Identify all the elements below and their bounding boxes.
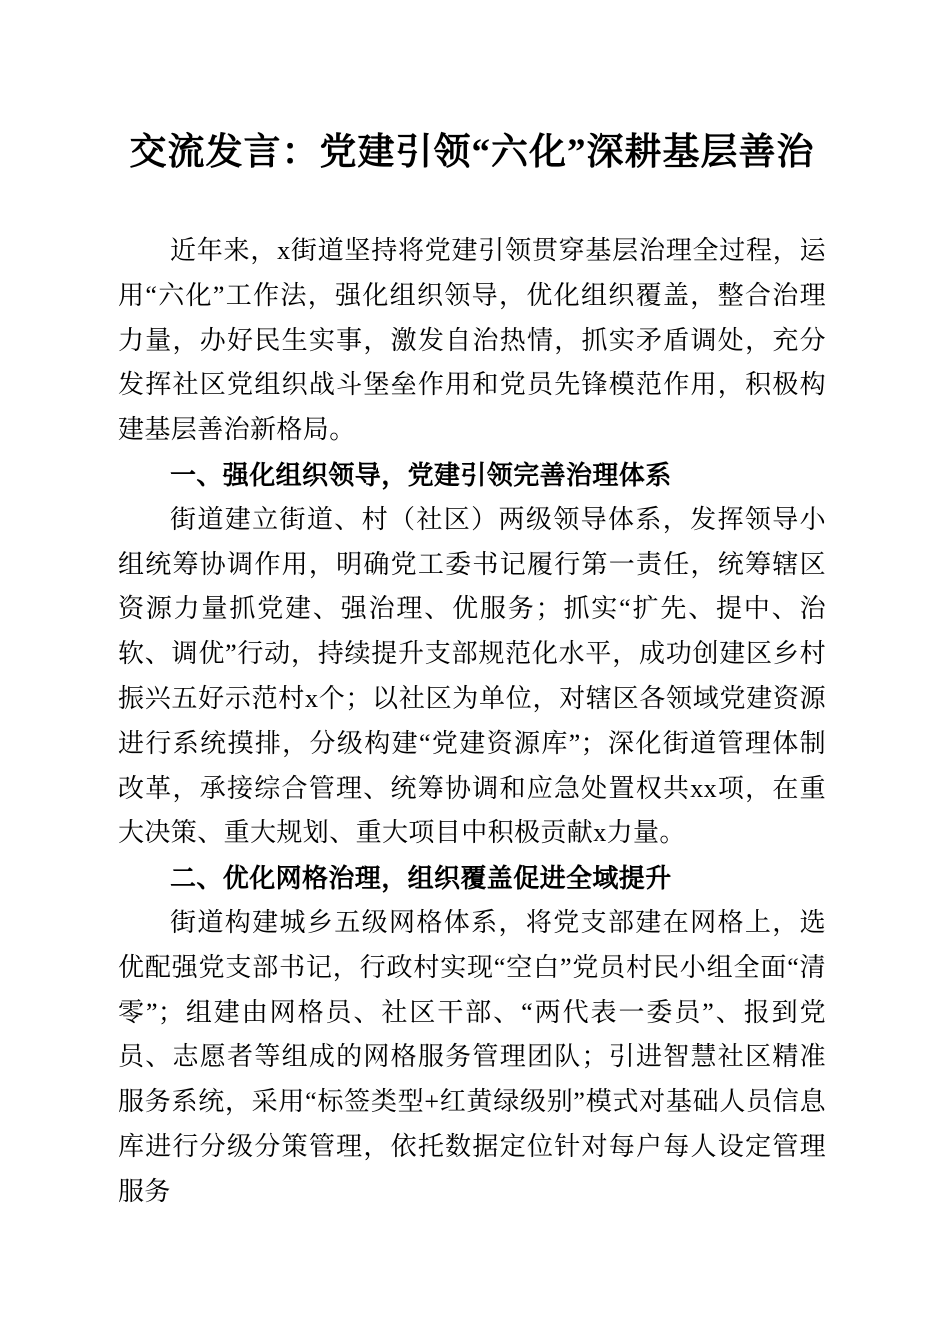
paragraph-intro: 近年来，x街道坚持将党建引领贯穿基层治理全过程，运用“六化”工作法，强化组织领导，优化组织覆盖，整合治理力量，办好民生实事，激发自治热情，抓实矛盾调处，充分发挥社区党组织战斗堡垒作用和党员先锋模范作用，积极构建基层善治新格局。	[118, 236, 826, 445]
section-heading-2: 二、优化网格治理，组织覆盖促进全域提升	[170, 863, 672, 894]
paragraph-section-1: 街道建立街道、村（社区）两级领导体系，发挥领导小组统筹协调作用，明确党工委书记履行第一责任，统筹辖区资源力量抓党建、强治理、优服务；抓实“扩先、提中、治软、调优”行动，持续提升支部规范化水平，成功创建区乡村振兴五好示范村x个；以社区为单位，对辖区各领域党建资源进行系统摸排，分级构建“党建资源库”；深化街道管理体制改革，承接综合管理、统筹协调和应急处置权共xx项，在重大决策、重大规划、重大项目中积极贡献x力量。	[118, 504, 826, 848]
section-heading-1: 一、强化组织领导，党建引领完善治理体系	[170, 459, 672, 490]
document-title: 交流发言：党建引领“六化”深耕基层善治	[129, 132, 815, 173]
paragraph-section-2: 街道构建城乡五级网格体系，将党支部建在网格上，选优配强党支部书记，行政村实现“空白”党员村民小组全面“清零”；组建由网格员、社区干部、“两代表一委员”、报到党员、志愿者等组成的网格服务管理团队；引进智慧社区精准服务系统，采用“标签类型+红黄绿级别”模式对基础人员信息库进行分级分策管理，依托数据定位针对每户每人设定管理服务	[118, 907, 826, 1206]
